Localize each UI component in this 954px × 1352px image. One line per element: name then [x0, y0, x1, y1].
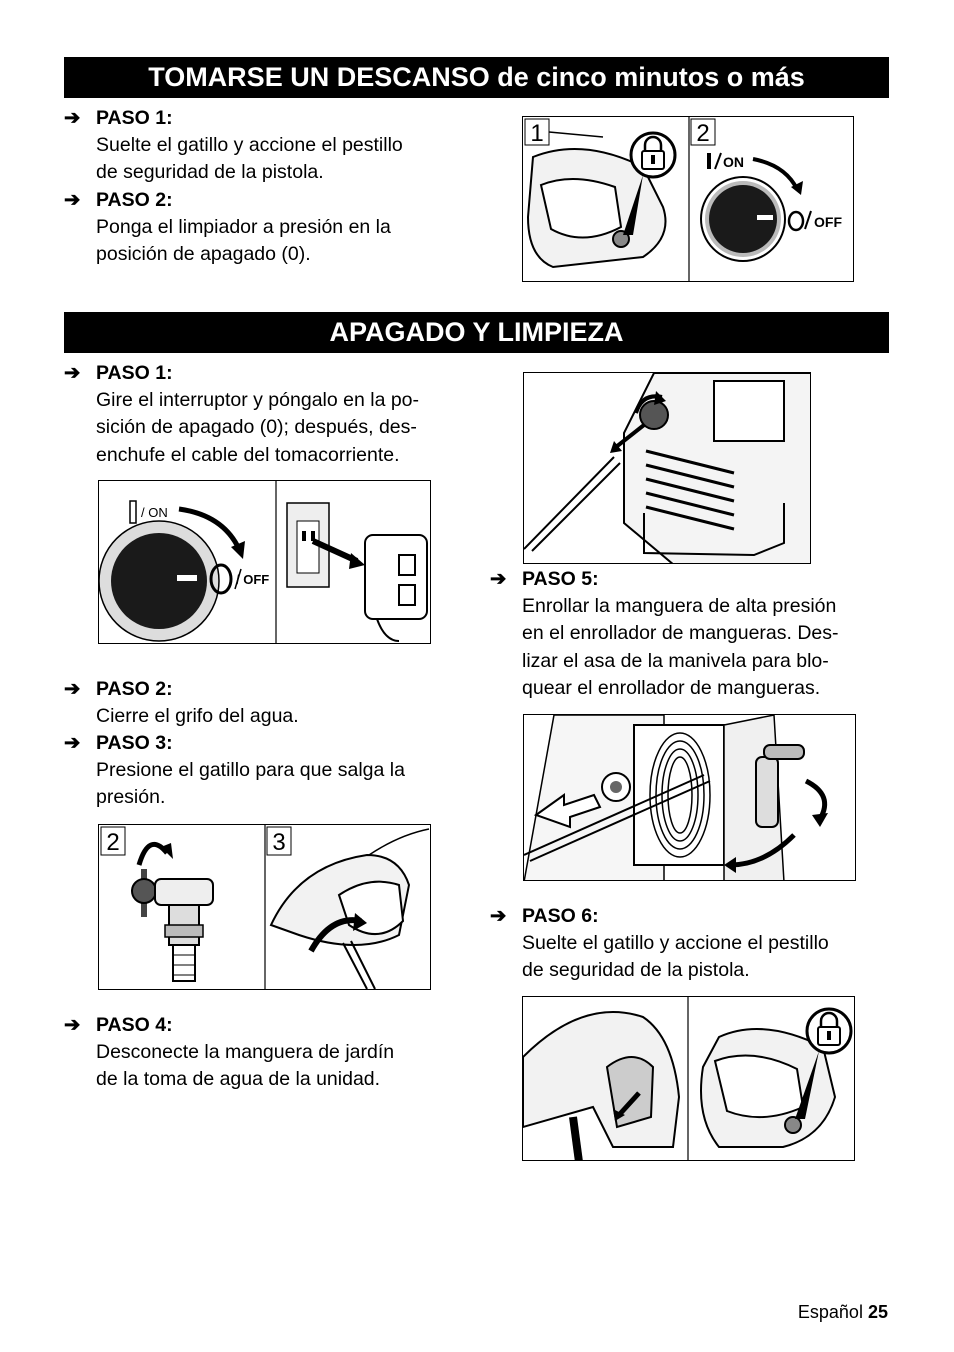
step-shutdown-2 — [64, 676, 484, 730]
figure-faucet-trigger-illustration — [99, 825, 431, 990]
step-text: Suelte el gatillo y accione el pestillo de seguridad de la pistola. — [96, 134, 403, 184]
step-label: PASO 6: — [522, 905, 599, 927]
section-title-shutdown-text: APAGADO Y LIMPIEZA — [329, 317, 624, 347]
figure-switch-unplug — [98, 480, 431, 644]
step-text: Gire el interruptor y póngalo en la po- sición de apagado (0); después, des- enchufe el cable del tomacorriente. — [96, 389, 420, 466]
step-label: PASO 2: — [96, 678, 173, 700]
step-label: PASO 3: — [96, 732, 173, 754]
figure-trigger-lock — [522, 996, 855, 1161]
step-text: Desconecte la manguera de jardín de la toma de agua de la unidad. — [96, 1041, 395, 1091]
figure-faucet-trigger — [98, 824, 431, 990]
panel-number: 2 — [696, 120, 710, 147]
arrow-right-icon: ➔ — [64, 1014, 81, 1036]
panel-number: 2 — [106, 829, 120, 856]
figure-disconnect-hose — [523, 372, 811, 564]
arrow-right-icon: ➔ — [490, 905, 507, 927]
step-text: Presione el gatillo para que salga la presión. — [96, 759, 405, 809]
off-label: / OFF — [236, 572, 270, 587]
step-label: PASO 1: — [96, 362, 173, 384]
arrow-right-icon: ➔ — [64, 362, 81, 384]
arrow-right-icon: ➔ — [64, 189, 81, 211]
page-footer — [798, 1302, 888, 1323]
off-label: OFF — [814, 214, 842, 230]
step-label: PASO 4: — [96, 1014, 173, 1036]
step-shutdown-5 — [490, 566, 910, 702]
arrow-right-icon: ➔ — [64, 732, 81, 754]
panel-number: 3 — [272, 829, 286, 856]
on-label: / ON — [141, 505, 168, 520]
panel-number: 1 — [530, 120, 544, 147]
footer-language: Español — [797, 1302, 863, 1322]
section-title-break-text: TOMARSE UN DESCANSO de cinco minutos o más — [148, 62, 805, 92]
step-text: Enrollar la manguera de alta presión en el enrollador de mangueras. Des- lizar el asa de la manivela para blo- quear el enrollador de mangueras. — [522, 595, 839, 699]
arrow-right-icon: ➔ — [64, 107, 81, 129]
figure-hose-reel-illustration — [524, 715, 856, 881]
step-shutdown-1 — [64, 360, 484, 469]
step-shutdown-4 — [64, 1012, 484, 1094]
step-label: PASO 2: — [96, 189, 173, 211]
step-label: PASO 1: — [96, 107, 173, 129]
step-break-2 — [64, 187, 484, 269]
step-label: PASO 5: — [522, 568, 599, 590]
figure-hose-reel — [523, 714, 856, 881]
step-break-1 — [64, 105, 484, 187]
section-title-break — [64, 57, 889, 98]
figure-trigger-lock-illustration — [523, 997, 855, 1161]
step-text: Suelte el gatillo y accione el pestillo de seguridad de la pistola. — [522, 932, 829, 982]
step-text: Cierre el grifo del agua. — [96, 705, 299, 728]
step-text: Ponga el limpiador a presión en la posición de apagado (0). — [96, 216, 391, 266]
figure-switch-unplug-illustration — [99, 481, 431, 644]
section-title-shutdown — [64, 312, 889, 353]
on-label: ON — [723, 154, 744, 170]
step-shutdown-6 — [490, 903, 910, 985]
step-shutdown-3 — [64, 730, 484, 812]
figure-break — [522, 116, 854, 282]
figure-disconnect-hose-illustration — [524, 373, 811, 564]
figure-break-illustration — [523, 117, 854, 282]
arrow-right-icon: ➔ — [64, 678, 81, 700]
arrow-right-icon: ➔ — [490, 568, 507, 590]
page-number: 25 — [867, 1302, 888, 1322]
